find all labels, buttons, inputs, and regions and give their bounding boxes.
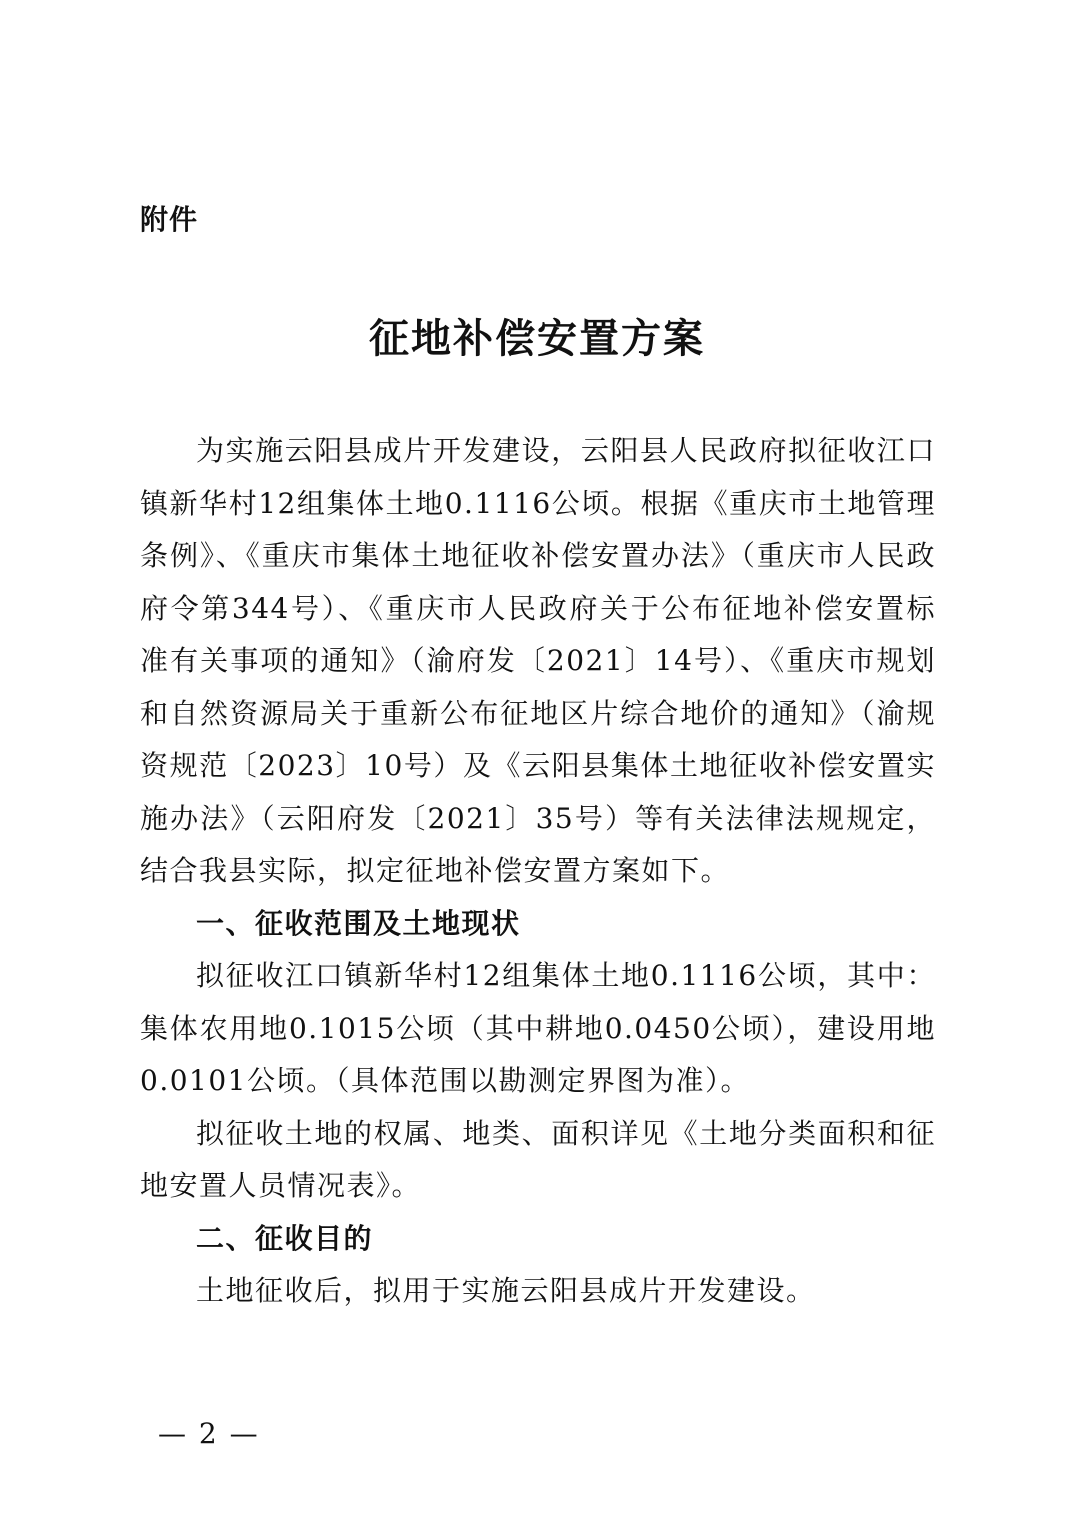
document-title: 征地补偿安置方案: [369, 315, 705, 362]
page-number: — 2 —: [158, 1417, 260, 1450]
attachment-label: 附件: [140, 203, 199, 236]
scope-detail-paragraph: 拟征收土地的权属、地类、面积详见《土地分类面积和征地安置人员情况表》。: [140, 1116, 936, 1202]
scope-paragraph: 拟征收江口镇新华村12组集体土地0.1116公顷，其中：集体农用地0.1015公顷（其中耕地0.0450公顷），建设用地0.0101公顷。（具体范围以勘测定界图为准）。: [140, 959, 936, 1097]
section-heading-scope: 一、征收范围及土地现状: [196, 906, 521, 940]
section-heading-purpose: 二、征收目的: [196, 1221, 374, 1255]
intro-paragraph: 为实施云阳县成片开发建设，云阳县人民政府拟征收江口镇新华村12组集体土地0.1116公顷。根据《重庆市土地管理条例》、《重庆市集体土地征收补偿安置办法》（重庆市人民政府令第344号）、《重庆市人民政府关于公布征地补偿安置标准有关事项的通知》（渝府发〔2021〕14号）、《重庆市规划和自然资源局关于重新公布征地区片综合地价的通知》（渝规资规范〔2023〕10号）及《云阳县集体土地征收补偿安置实施办法》（云阳府发〔2021〕35号）等有关法律法规规定，结合我县实际，拟定征地补偿安置方案如下。: [140, 434, 936, 887]
purpose-paragraph: 土地征收后，拟用于实施云阳县成片开发建设。: [196, 1274, 816, 1307]
document-body: [140, 425, 936, 1318]
